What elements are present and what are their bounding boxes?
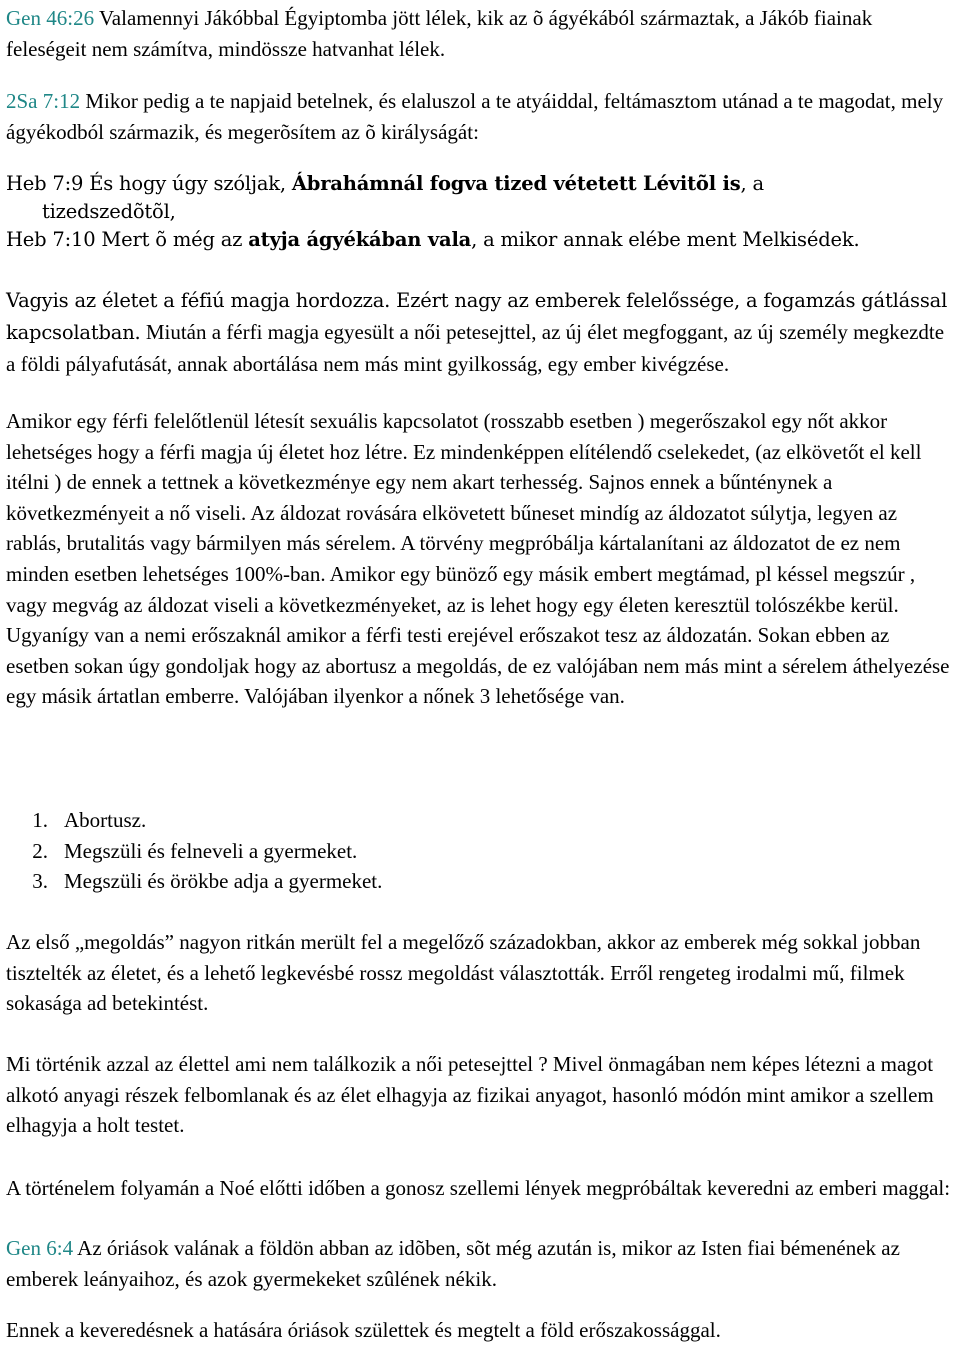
paragraph-text: Az első „megoldás” nagyon ritkán merült fel a megelőző századokban, akkor az emberek még sokkal jobban tisztelték az életet, és a lehető legkevésbé rossz megoldást választották. Erről rengeteg irodalmi mű, filmek sokasága ad betekintést. bbox=[6, 930, 921, 1016]
verse-emphasis: Ábrahámnál fogva tized vétetett Lévitõl is bbox=[291, 172, 741, 195]
list-text: Megszüli és felneveli a gyermeket. bbox=[64, 838, 358, 863]
verse-text: , a bbox=[740, 172, 764, 195]
list-number: 3. bbox=[32, 869, 48, 894]
verse-gen-6-4 bbox=[6, 1233, 956, 1294]
verse-text: Mert õ még az bbox=[95, 228, 249, 251]
paragraph-text: A történelem folyamán a Noé előtti időben a gonosz szellemi lények megpróbáltak keveredni az emberi maggal: bbox=[6, 1176, 951, 1200]
list-text: Abortusz. bbox=[64, 808, 147, 832]
paragraph-history bbox=[6, 1173, 956, 1204]
paragraph-responsibility bbox=[6, 406, 956, 712]
list-item bbox=[6, 866, 956, 897]
paragraph-text: Mi történik azzal az élettel ami nem találkozik a női petesejttel ? Mivel önmagában nem képes létezni a magot alkotó anyagi részek felbomlanak és az élet elhagyja az fizikai anyagot, hasonló módón mint amikor a szellem elhagyja a holt testet. bbox=[6, 1052, 934, 1138]
verse-text: Valamennyi Jákóbbal Égyiptomba jött lélek, kik az õ ágyékából származtak, a Jákób fiainak feleségeit nem számítva, mindössze hatvanhat lélek. bbox=[6, 6, 873, 61]
verse-heb-7-10 bbox=[6, 226, 956, 254]
verse-text: Mikor pedig a te napjaid betelnek, és elaluszol a te atyáiddal, feltámasztom utánad a te magodat, mely ágyékodból származik, és megerõsítem az õ királyságát: bbox=[6, 89, 944, 144]
verse-text: És hogy úgy szóljak, bbox=[83, 172, 292, 195]
verse-emphasis: atyja ágyékában vala bbox=[248, 228, 472, 251]
verse-reference: Gen 6:4 bbox=[6, 1236, 74, 1260]
paragraph-first-solution bbox=[6, 927, 956, 1019]
verse-reference: Heb 7:10 bbox=[6, 228, 96, 251]
paragraph-text: Miután a férfi magja egyesült a női petesejttel, az új élet megfoggant, az új személy megkezdte a földi pályafutását, annak abortálása nem más mint gyilkosság, egy ember kivégzése. bbox=[6, 320, 945, 376]
verse-reference: Gen 46:26 bbox=[6, 6, 95, 30]
paragraph-text: Vagyis az életet a féfiú magja hordozza. Ezért nagy az emberek felelőssége, a fogamzás gátlással kapcsolatban. bbox=[6, 289, 948, 344]
verse-2sa-7-12 bbox=[6, 86, 956, 147]
list-item bbox=[6, 836, 956, 867]
options-list bbox=[6, 805, 956, 897]
verse-reference: Heb 7:9 bbox=[6, 172, 84, 195]
list-number: 2. bbox=[32, 838, 48, 863]
paragraph-text: Ennek a keveredésnek a hatására óriások születtek és megtelt a föld erőszakossággal. bbox=[6, 1318, 721, 1342]
verse-heb-7-9 bbox=[6, 170, 956, 226]
paragraph-unfertilized-life bbox=[6, 1049, 956, 1141]
verse-reference: 2Sa 7:12 bbox=[6, 89, 81, 113]
verse-text: , a mikor annak elébe ment Melkisédek. bbox=[471, 228, 860, 251]
verse-continuation: tizedszedõtõl, bbox=[42, 200, 176, 223]
list-text: Megszüli és örökbe adja a gyermeket. bbox=[64, 869, 383, 894]
verse-gen-46-26 bbox=[6, 3, 956, 64]
paragraph-giants bbox=[6, 1315, 956, 1346]
verse-text: Az óriások valának a földön abban az idõben, sõt még azután is, mikor az Isten fiai bémenének az emberek leányaihoz, és azok gyermekeket szûlének nékik. bbox=[6, 1236, 900, 1291]
paragraph-text: Amikor egy férfi felelőtlenül létesít sexuális kapcsolatot (rosszabb esetben ) megerőszakol egy nőt akkor lehetséges hogy a férfi magja új életet hoz létre. Ez mindenképpen elítélendő cselekedet, (az elkövetőt el kell itélni ) de ennek a tettnek a következménye egy nem akart terhesség. Sajnos ennek a bűnténynek a következményeit a nő viseli. Az áldozat rovására elkövetett bűneset mindíg az áldozatot súlytja, legyen az rablás, brutalitás vagy bármilyen más sérelem. A törvény megpróbálja kártalanítani az áldozatot de ez nem minden esetben lehetséges 100%-ban. Amikor egy bünöző egy másik embert megtámad, pl késsel megszúr , vagy megvág az áldozat viseli a következményeket, az is lehet hogy egy életen keresztül tolószékbe kerül. Ugyanígy van a nemi erőszaknál amikor a férfi testi erejével erőszakot tesz az áldozatán. Sokan ebben az esetben sokan úgy gondoljak hogy az abortusz a megoldás, de ez valójában nem más mint a sérelem áthelyezése egy másik ártatlan emberre. Valójában ilyenkor a nőnek 3 lehetősége van. bbox=[6, 409, 950, 709]
list-number: 1. bbox=[32, 808, 48, 832]
list-item bbox=[6, 805, 956, 836]
paragraph-life-seed bbox=[6, 285, 956, 381]
